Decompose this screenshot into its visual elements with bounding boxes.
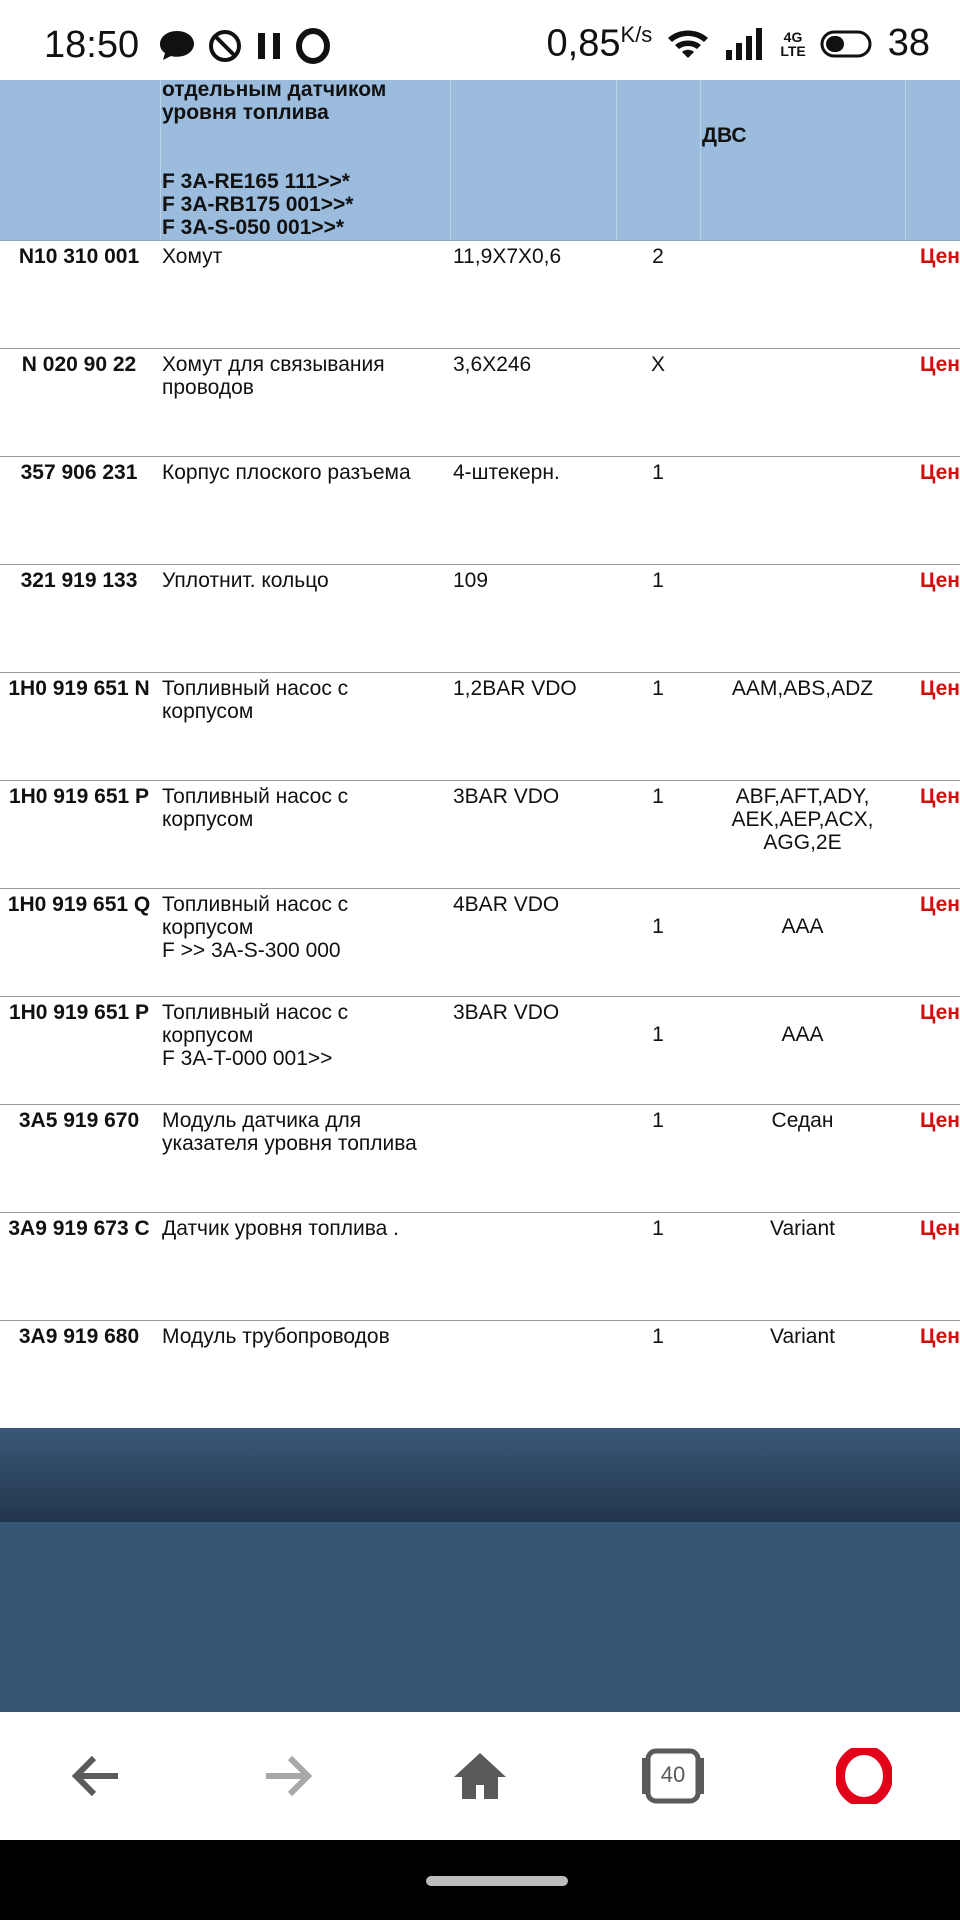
part-spec: 3BAR VDO [453, 1001, 560, 1024]
price-link[interactable]: Цен [920, 1001, 960, 1024]
home-button[interactable] [450, 1746, 510, 1806]
part-qty: 1 [652, 1109, 664, 1132]
part-engine: AAA [781, 915, 824, 938]
part-qty: 1 [652, 1023, 664, 1046]
part-name: Топливный насос с корпусом F 3A-T-000 001>> [162, 1001, 349, 1070]
status-right [547, 22, 930, 66]
part-spec: 11,9X7X0,6 [453, 245, 562, 268]
tabs-button[interactable] [640, 1746, 706, 1806]
part-qty: 1 [652, 785, 664, 808]
notification-icons [158, 28, 330, 64]
part-number: 1H0 919 651 N [8, 677, 150, 700]
parts-table [0, 80, 960, 1429]
part-engine: AAM,ABS,ADZ [731, 677, 874, 700]
part-name: Топливный насос с корпусом [162, 677, 349, 723]
chat-bubble-icon [158, 28, 196, 64]
price-link[interactable]: Цен [920, 1325, 960, 1348]
table-row [0, 241, 960, 349]
part-engine: Variant [770, 1217, 835, 1240]
price-link[interactable]: Цен [920, 1109, 960, 1132]
table-row [0, 1321, 960, 1429]
tabs-count: 40 [660, 1762, 686, 1787]
battery-level: 38 [887, 22, 930, 65]
opera-logo-icon [836, 1748, 892, 1804]
part-engine: AAA [781, 1023, 824, 1046]
table-row [0, 457, 960, 565]
part-qty: 1 [652, 1325, 664, 1348]
part-spec: 4BAR VDO [453, 893, 560, 916]
part-number: 3A9 919 673 C [8, 1217, 150, 1240]
page-footer-bar [0, 1428, 960, 1522]
table-row [0, 997, 960, 1105]
price-link[interactable]: Цен [920, 569, 960, 592]
part-number: 1H0 919 651 P [8, 1001, 150, 1024]
part-name: Топливный насос с корпусом [162, 785, 349, 831]
table-row [0, 673, 960, 781]
part-number: 321 919 133 [20, 569, 138, 592]
part-number: 357 906 231 [20, 461, 138, 484]
header-engine: ДВС [702, 124, 747, 147]
opera-menu-button[interactable] [834, 1746, 894, 1806]
table-row [0, 889, 960, 997]
home-icon [452, 1751, 508, 1801]
network-type: 4G LTE [780, 28, 806, 59]
part-name: Хомут [162, 245, 223, 268]
table-row [0, 349, 960, 457]
part-spec: 4-штекерн. [453, 461, 560, 484]
part-name: Топливный насос с корпусом F >> 3A-S-300 000 [162, 893, 349, 962]
part-qty: 1 [652, 1217, 664, 1240]
status-bar [0, 0, 960, 80]
part-qty: 1 [652, 915, 664, 938]
part-qty: 1 [652, 569, 664, 592]
price-link[interactable]: Цен [920, 677, 960, 700]
table-row [0, 1105, 960, 1213]
price-link[interactable]: Цен [920, 353, 960, 376]
table-body [0, 241, 960, 1429]
table-row [0, 565, 960, 673]
net-speed: $0,85^{K/s}$ [546, 22, 653, 65]
part-spec: 3BAR VDO [453, 785, 560, 808]
forward-arrow-icon [262, 1754, 314, 1798]
part-number: 3A9 919 680 [18, 1325, 140, 1348]
part-number: 1H0 919 651 Q [7, 893, 151, 916]
opera-small-icon [296, 28, 330, 64]
forward-button[interactable] [258, 1746, 318, 1806]
price-link[interactable]: Цен [920, 785, 960, 808]
part-spec: 109 [453, 569, 489, 592]
part-name: Корпус плоского разъема [162, 461, 411, 484]
back-arrow-icon [70, 1754, 122, 1798]
part-number: 3A5 919 670 [18, 1109, 140, 1132]
price-link[interactable]: Цен [920, 1217, 960, 1240]
price-link[interactable]: Цен [920, 461, 960, 484]
back-button[interactable] [66, 1746, 126, 1806]
price-link[interactable]: Цен [920, 245, 960, 268]
part-name: Датчик уровня топлива . [162, 1217, 400, 1240]
browser-nav-bar [0, 1712, 960, 1840]
part-spec: 1,2BAR VDO [453, 677, 577, 700]
part-name: Уплотнит. кольцо [162, 569, 329, 592]
part-number: 1H0 919 651 P [8, 785, 150, 808]
dnd-icon [208, 29, 242, 63]
gesture-handle[interactable] [426, 1876, 568, 1886]
part-qty: 1 [652, 461, 664, 484]
price-link[interactable]: Цен [920, 893, 960, 916]
part-qty: 1 [652, 677, 664, 700]
battery-icon [820, 29, 874, 59]
part-qty: 2 [652, 245, 664, 268]
table-row [0, 1213, 960, 1321]
part-engine: Variant [770, 1325, 835, 1348]
part-number: N 020 90 22 [21, 353, 137, 376]
table-row [0, 781, 960, 889]
part-engine: Седан [771, 1109, 834, 1132]
part-name: Модуль трубопроводов [162, 1325, 390, 1348]
wifi-icon [666, 26, 710, 62]
page-footer [0, 1522, 960, 1712]
system-nav-bar [0, 1840, 960, 1920]
part-name: Модуль датчика для указателя уровня топлива [162, 1109, 417, 1155]
status-time: 18:50 [44, 24, 140, 66]
pause-icon [254, 29, 284, 63]
part-name: Хомут для связывания проводов [162, 353, 385, 399]
part-qty: X [650, 353, 665, 376]
signal-icon [724, 26, 766, 62]
part-spec: 3,6X246 [453, 353, 532, 376]
part-engine: ABF,AFT,ADY, AEK,AEP,ACX, AGG,2E [731, 785, 874, 854]
table-header [0, 80, 960, 241]
part-number: N10 310 001 [18, 245, 140, 268]
header-description: отдельным датчиком уровня топлива F 3A-RE165 111>>* F 3A-RB175 001>>* F 3A-S-050 001>>* [162, 78, 387, 239]
